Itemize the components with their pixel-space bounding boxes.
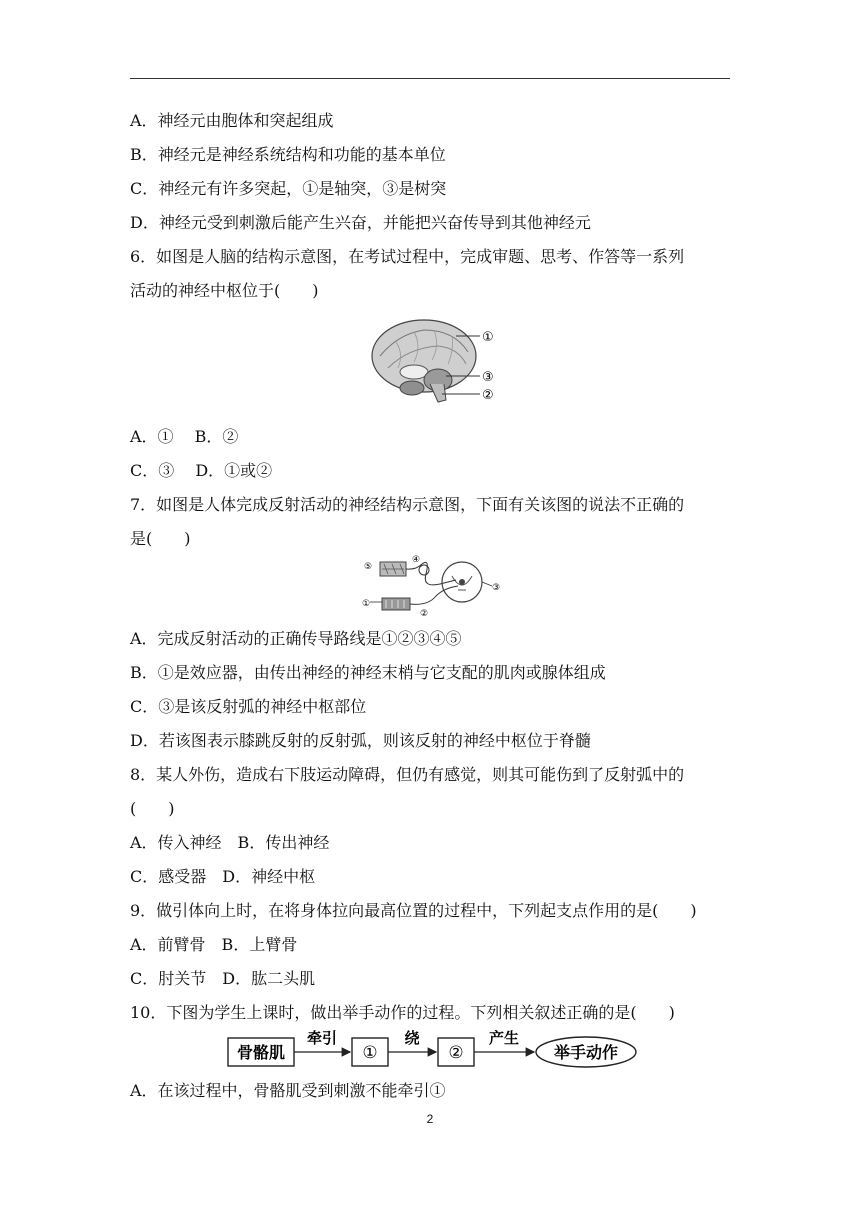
q6-options-row2: C．③ D．①或② bbox=[130, 461, 273, 480]
flow-box2-label: ① bbox=[362, 1043, 378, 1063]
reflex-label-1: ① bbox=[362, 599, 371, 609]
brain-label-3: ③ bbox=[482, 370, 494, 385]
reflex-arc-figure bbox=[360, 554, 506, 620]
q6-stem-line2: 活动的神经中枢位于( ) bbox=[130, 281, 319, 300]
reflex-label-5: ⑤ bbox=[364, 562, 373, 572]
flow-arrow3-label: 产生 bbox=[488, 1029, 520, 1047]
header-rule bbox=[130, 78, 730, 79]
q9-stem: 9．做引体向上时，在将身体拉向最高位置的过程中，下列起支点作用的是( ) bbox=[130, 901, 697, 920]
flow-box3-label: ② bbox=[448, 1043, 464, 1063]
flow-ellipse-label: 举手动作 bbox=[553, 1043, 619, 1062]
reflex-label-2: ② bbox=[420, 609, 429, 619]
brain-label-1: ① bbox=[482, 330, 494, 345]
flow-arrow2-label: 绕 bbox=[404, 1029, 420, 1047]
q7-option-b: B．①是效应器，由传出神经的神经末梢与它支配的肌肉或腺体组成 bbox=[130, 663, 606, 682]
q10-stem: 10．下图为学生上课时，做出举手动作的过程。下列相关叙述正确的是( ) bbox=[130, 1003, 675, 1022]
page-number: 2 bbox=[426, 1112, 434, 1126]
q7-option-d: D．若该图表示膝跳反射的反射弧，则该反射的神经中枢位于脊髓 bbox=[130, 731, 591, 750]
q7-option-a: A．完成反射活动的正确传导路线是①②③④⑤ bbox=[130, 629, 462, 648]
q5-option-d: D．神经元受到刺激后能产生兴奋，并能把兴奋传导到其他神经元 bbox=[130, 213, 591, 232]
q5-option-b: B．神经元是神经系统结构和功能的基本单位 bbox=[130, 145, 446, 164]
q7-stem-line2: 是( ) bbox=[130, 529, 191, 548]
reflex-label-4: ④ bbox=[412, 555, 421, 565]
brain-figure bbox=[368, 316, 508, 408]
reflex-label-3: ③ bbox=[492, 583, 501, 593]
q8-stem-line2: ( ) bbox=[130, 799, 175, 818]
flow-arrow1-label: 牵引 bbox=[306, 1029, 338, 1047]
q7-option-c: C．③是该反射弧的神经中枢部位 bbox=[130, 697, 367, 716]
q8-stem-line1: 8．某人外伤，造成右下肢运动障碍，但仍有感觉，则其可能伤到了反射弧中的 bbox=[130, 765, 685, 784]
q7-stem-line1: 7．如图是人体完成反射活动的神经结构示意图，下面有关该图的说法不正确的 bbox=[130, 495, 685, 514]
q9-options-row1: A．前臂骨 B．上臂骨 bbox=[130, 935, 298, 954]
q9-options-row2: C．肘关节 D．肱二头肌 bbox=[130, 969, 316, 988]
q6-stem-line1: 6．如图是人脑的结构示意图，在考试过程中，完成审题、思考、作答等一系列 bbox=[130, 247, 685, 266]
q10-option-a: A．在该过程中，骨骼肌受到刺激不能牵引① bbox=[130, 1081, 446, 1100]
brain-label-2: ② bbox=[482, 388, 494, 403]
q8-options-row1: A．传入神经 B．传出神经 bbox=[130, 833, 330, 852]
q8-options-row2: C．感受器 D．神经中枢 bbox=[130, 867, 316, 886]
q5-option-c: C．神经元有许多突起，①是轴突，③是树突 bbox=[130, 179, 447, 198]
q5-option-a: A．神经元由胞体和突起组成 bbox=[130, 111, 334, 130]
q10-flow-diagram bbox=[226, 1026, 646, 1072]
flow-box1-label: 骨骼肌 bbox=[236, 1043, 286, 1062]
q6-options-row1: A．① B．② bbox=[130, 427, 239, 446]
